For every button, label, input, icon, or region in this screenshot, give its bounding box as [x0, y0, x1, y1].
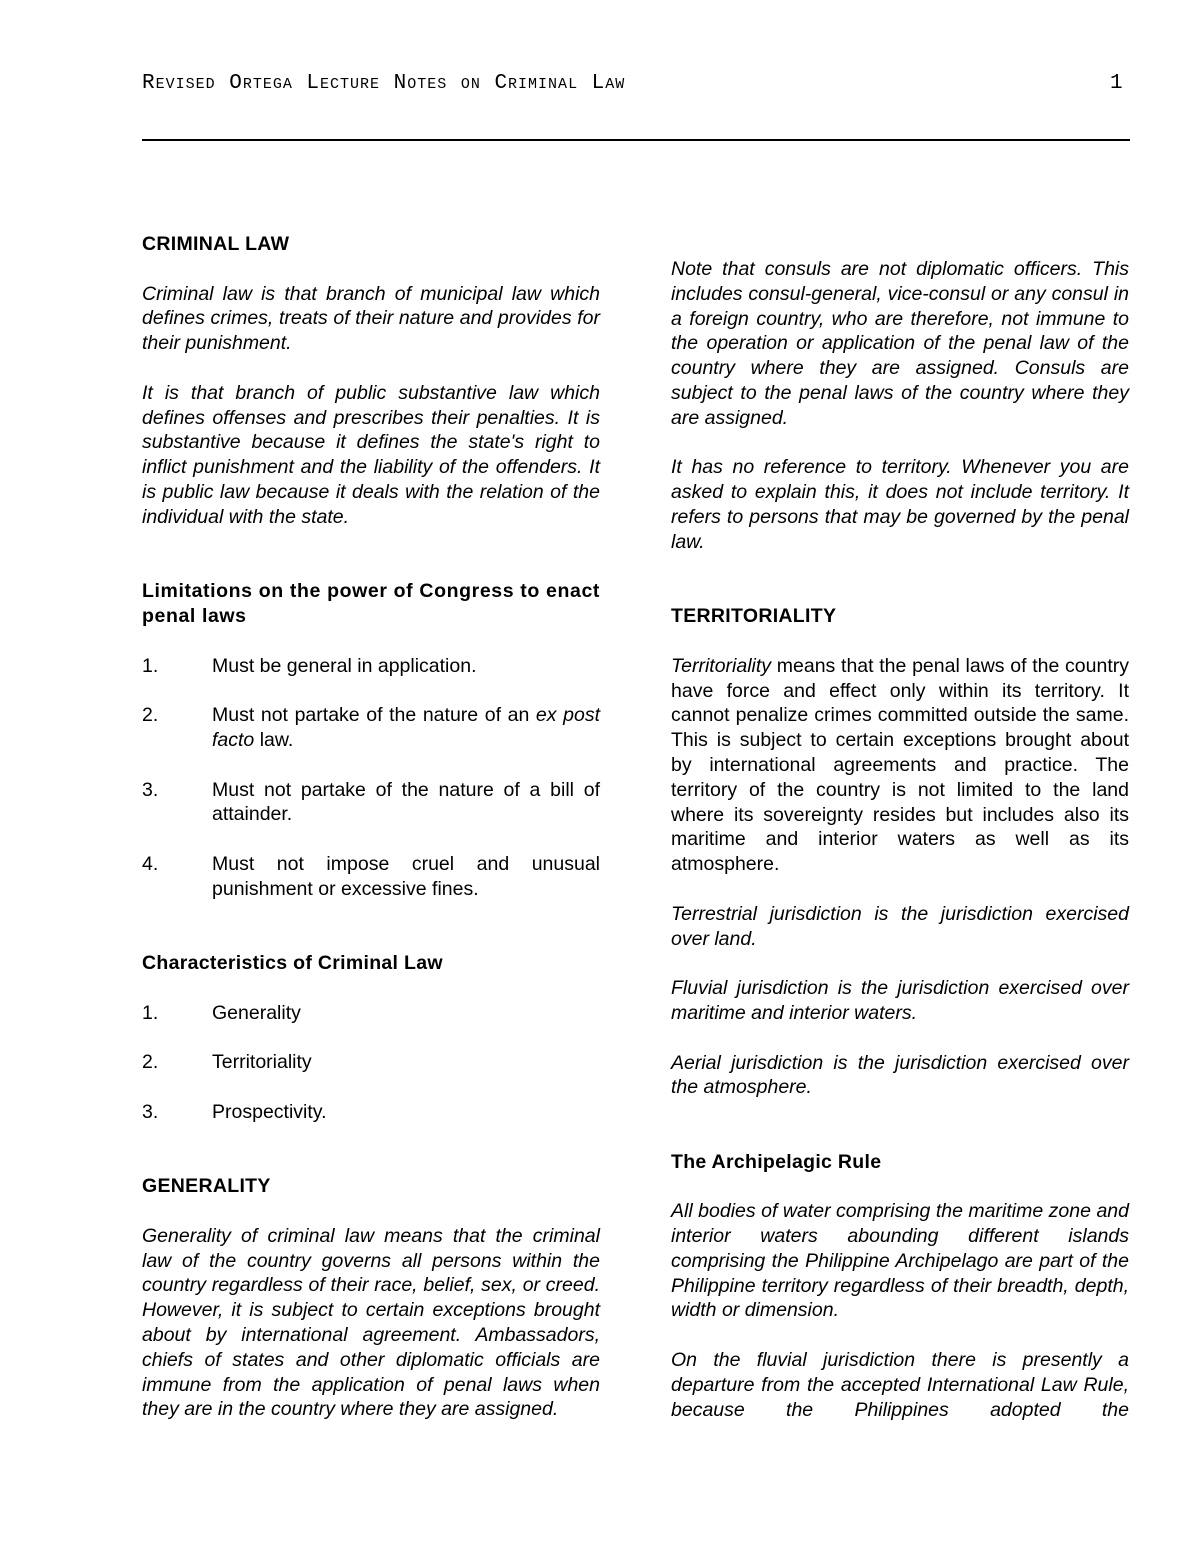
- left-column: [142, 232, 600, 1422]
- paragraph-definition-1: Criminal law is that branch of municipal law which defines crimes, treats of their nature and provides for their punishment.: [142, 282, 600, 355]
- heading-territoriality: TERRITORIALITY: [671, 605, 837, 628]
- heading-generality: GENERALITY: [142, 1175, 271, 1198]
- limitation-item: [142, 654, 600, 679]
- paragraph-definition-2: It is that branch of public substantive law which defines offenses and prescribes their penalties. It is substantive because it defines the state's right to inflict punishment and the liability of the offenders. It is public law because it deals with the relation of the individual with the state.: [142, 381, 600, 528]
- list-text: Must not impose cruel and unusual punishment or excessive fines.: [212, 852, 600, 900]
- heading-limitations: Limitations on the power of Congress to enact penal laws: [142, 580, 600, 627]
- limitation-item: [142, 703, 600, 753]
- list-number: 3.: [142, 1100, 159, 1123]
- heading-characteristics: Characteristics of Criminal Law: [142, 952, 443, 975]
- paragraph-terrestrial: Terrestrial jurisdiction is the jurisdiction exercised over land.: [671, 902, 1129, 950]
- limitation-item: [142, 852, 600, 902]
- paragraph-consuls: Note that consuls are not diplomatic officers. This includes consul-general, vice-consul or any consul in a foreign country, who are therefore, not immune to the operation or application of the penal law of the country where they are assigned. Consuls are subject to the penal laws of the country where they are assigned.: [671, 258, 1129, 429]
- paragraph-fluvial-departure: On the fluvial jurisdiction there is presently a departure from the accepted International Law Rule, because the Philippines adopted the: [671, 1349, 1129, 1421]
- list-number: 4.: [142, 852, 159, 875]
- characteristic-item: [142, 1001, 600, 1026]
- header-rule: [142, 139, 1130, 141]
- list-number: 1.: [142, 1001, 159, 1024]
- limitation-item: [142, 778, 600, 828]
- list-text: Territoriality: [212, 1051, 312, 1074]
- list-number: 2.: [142, 1051, 159, 1074]
- paragraph-aerial: Aerial jurisdiction is the jurisdiction exercised over the atmosphere.: [671, 1051, 1129, 1099]
- characteristic-item: [142, 1050, 600, 1075]
- list-text: Generality: [212, 1001, 301, 1024]
- list-text: Must not partake of the nature of a bill of attainder.: [212, 778, 600, 826]
- list-number: 2.: [142, 704, 159, 727]
- paragraph-fluvial: Fluvial jurisdiction is the jurisdiction exercised over maritime and interior waters.: [671, 977, 1129, 1024]
- page-number: 1: [1110, 72, 1123, 95]
- list-text: Prospectivity.: [212, 1100, 327, 1123]
- list-number: 1.: [142, 654, 159, 677]
- list-text: Must be general in application.: [212, 654, 477, 677]
- heading-criminal-law: CRIMINAL LAW: [142, 233, 290, 255]
- paragraph-no-reference: It has no reference to territory. Whenever you are asked to explain this, it does not include territory. It refers to persons that may be governed by the penal law.: [671, 456, 1129, 553]
- list-text: Must not partake of the nature of an ex post facto law.: [212, 704, 600, 751]
- heading-archipelagic-rule: The Archipelagic Rule: [671, 1150, 882, 1173]
- right-column: [671, 257, 1129, 1422]
- paragraph-generality: Generality of criminal law means that the criminal law of the country governs all persons within the country regardless of their race, belief, sex, or creed. However, it is subject to certain exceptions brought about by international agreement. Ambassadors, chiefs of states and other diplomatic officials are immune from the application of penal laws when they are in the country where they are assigned.: [142, 1224, 600, 1421]
- characteristic-item: [142, 1100, 600, 1125]
- header-title: Revised Ortega Lecture Notes on Criminal Law: [142, 72, 626, 95]
- paragraph-territoriality: Territoriality means that the penal laws of the country have force and effect only within its territory. It cannot penalize crimes committed outside the same. This is subject to certain exceptions brought about by international agreements and practice. The territory of the country is not limited to the land where its sovereignty resides but includes also its maritime and interior waters as well as its atmosphere.: [671, 654, 1129, 876]
- paragraph-archipelagic: All bodies of water comprising the maritime zone and interior waters abounding different islands comprising the Philippine Archipelago are part of the Philippine territory regardless of their breadth, depth, width or dimension.: [671, 1200, 1129, 1322]
- list-number: 3.: [142, 778, 159, 801]
